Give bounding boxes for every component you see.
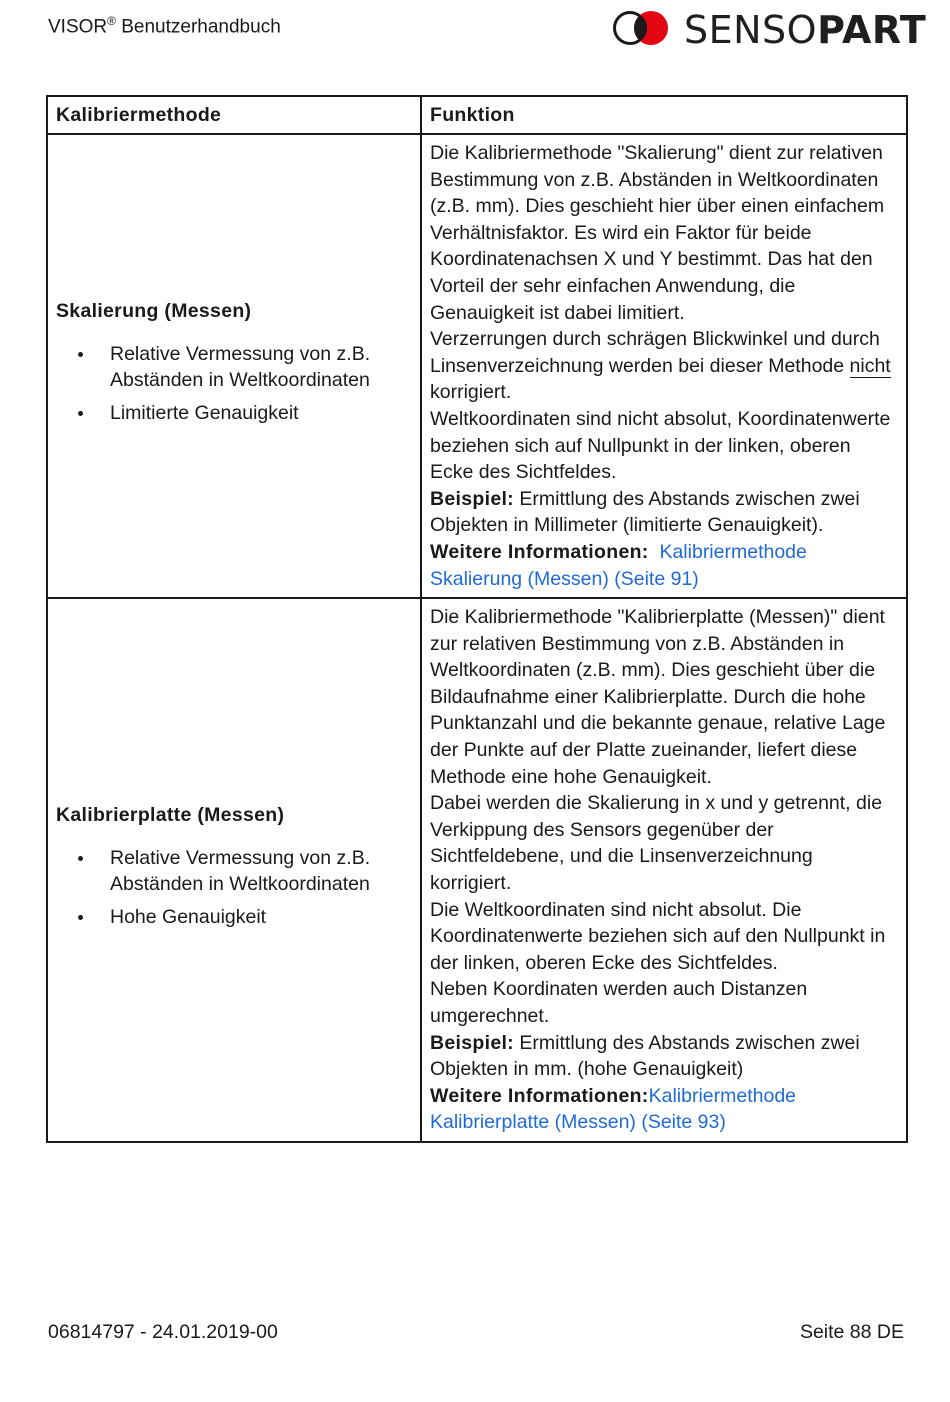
registered-mark: ® xyxy=(107,14,116,28)
correction-paragraph: Dabei werden die Skalierung in x und y getrennt, die Verkippung des Sensors gegenüber der Sichtfeldebene, und die Linsenverzeichnung korrigiert. xyxy=(430,792,883,895)
header-kalibriermethode: Kalibriermethode xyxy=(47,96,421,134)
distortion-text-end: korrigiert. xyxy=(430,381,512,404)
info-paragraph xyxy=(430,1083,898,1136)
example-text: Ermittlung des Abstands zwischen zwei Objekten in Millimeter (limitierte Genauigkeit). xyxy=(430,487,860,537)
distortion-text: Verzerrungen durch schrägen Blickwinkel und durch Linsenverzeichnung werden bei dieser Methode xyxy=(430,328,880,377)
footer-doc-number: 06814797 - 24.01.2019-00 xyxy=(48,1321,278,1343)
method-name: Kalibrierplatte (Messen) xyxy=(56,803,285,826)
coordinates-paragraph: Die Weltkoordinaten sind nicht absolut. Die Koordinatenwerte beziehen sich auf den Nullpunkt in der linken, oberen Ecke des Sichtfeldes. xyxy=(430,898,886,974)
function-cell xyxy=(421,598,907,1142)
bullet-item: Hohe Genauigkeit xyxy=(110,904,412,931)
example-paragraph xyxy=(430,1030,898,1083)
logo-wordmark xyxy=(684,8,926,52)
header-funktion: Funktion xyxy=(421,96,907,134)
table-header-row xyxy=(47,96,907,134)
calibration-methods-table xyxy=(46,95,908,1143)
bullet-item: Relative Vermessung von z.B. Abständen in Weltkoordinaten xyxy=(110,845,412,898)
logo-wordmark-thin: SENSO xyxy=(684,8,818,52)
method-name: Skalierung (Messen) xyxy=(56,299,252,322)
underlined-nicht: nicht xyxy=(849,354,891,377)
coordinates-paragraph: Weltkoordinaten sind nicht absolut, Koordinatenwerte beziehen sich auf Nullpunkt in der linken, oberen Ecke des Sichtfeldes. xyxy=(430,407,891,484)
bullet-item: Relative Vermessung von z.B. Abständen in Weltkoordinaten xyxy=(110,341,412,394)
info-link[interactable]: Kalibriermethode Kalibrierplatte (Messen) (Seite 93) xyxy=(430,1084,797,1134)
document-title xyxy=(48,14,281,38)
example-label: Beispiel: xyxy=(430,487,514,510)
logo-wordmark-bold: PART xyxy=(817,8,927,52)
method-cell xyxy=(47,134,421,598)
description-paragraph: Die Kalibriermethode "Kalibrierplatte (Messen)" dient zur relativen Bestimmung von z.B. Abständen in Weltkoordinaten (z.B. mm). Dies geschieht über die Bildaufnahme einer Kalibrierplatte. Durch die hohe Punktanzahl und die bekannte genaue, relative Lage der Punkte auf der Platte zueinander, liefert diese Methode eine hohe Genauigkeit. xyxy=(430,606,886,788)
example-paragraph xyxy=(430,486,898,539)
logo-circles-icon xyxy=(612,10,672,46)
footer-page-number: Seite 88 DE xyxy=(799,1321,904,1343)
title-suffix: Benutzerhandbuch xyxy=(115,16,281,38)
example-label: Beispiel: xyxy=(430,1031,514,1054)
table-row xyxy=(47,134,907,598)
description-paragraph: Die Kalibriermethode "Skalierung" dient zur relativen Bestimmung von z.B. Abständen in Weltkoordinaten (z.B. mm). Dies geschieht hier über einen einfachem Verhältnisfaktor. Es wird ein Faktor für beide Koordinatenachsen X und Y bestimmt. Das hat den Vorteil der sehr einfachen Anwendung, die Genauigkeit ist dabei limitiert. xyxy=(430,142,885,324)
table-row xyxy=(47,598,907,1142)
method-cell xyxy=(47,598,421,1142)
distances-paragraph: Neben Koordinaten werden auch Distanzen umgerechnet. xyxy=(430,978,808,1027)
example-text: Ermittlung des Abstands zwischen zwei Objekten in mm. (hohe Genauigkeit) xyxy=(430,1031,860,1081)
title-prefix: VISOR xyxy=(48,16,108,38)
info-link[interactable]: Kalibriermethode Skalierung (Messen) (Seite 91) xyxy=(430,540,807,590)
method-bullets xyxy=(56,845,412,931)
info-label: Weitere Informationen: xyxy=(430,540,649,563)
method-bullets xyxy=(56,341,412,427)
info-label: Weitere Informationen: xyxy=(430,1084,649,1107)
sensopart-logo xyxy=(612,8,927,52)
info-paragraph xyxy=(430,539,898,592)
distortion-paragraph xyxy=(430,326,898,406)
function-cell xyxy=(421,134,907,598)
bullet-item: Limitierte Genauigkeit xyxy=(110,400,412,427)
